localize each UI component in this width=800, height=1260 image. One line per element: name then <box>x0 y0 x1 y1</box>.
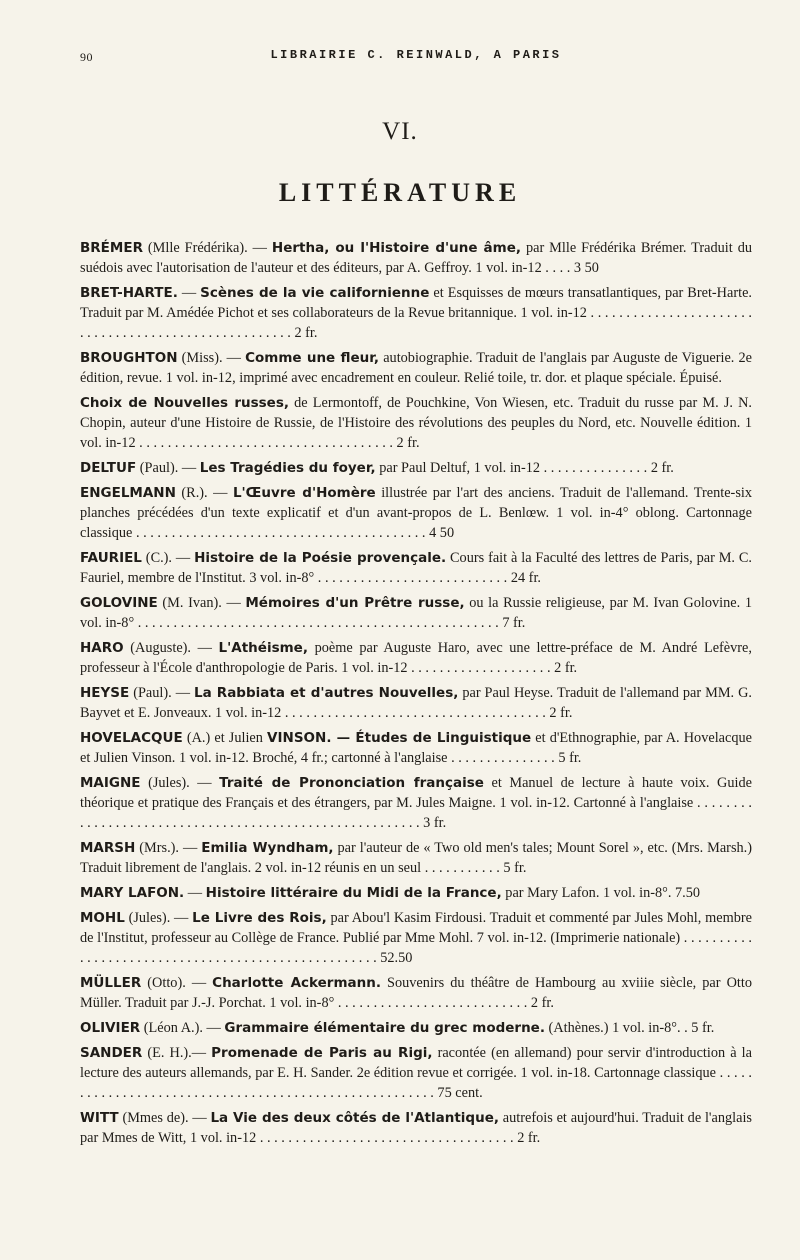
entry-title: Histoire de la Poésie provençale. <box>194 550 447 566</box>
entry-author: MARY LAFON. <box>80 885 185 901</box>
entry-description: poème par Auguste Haro, avec une lettre-préface de M. André Lefèvre, professeur à l'École d'anthropologie de Paris. 1 vol. in-12 . . . . . . . . . . . . . . . . . . . . <box>80 640 752 676</box>
entry-description: et Manuel de lecture à haute voix. Guide théorique et pratique des Français et des étrangers, par M. Jules Maigne. 1 vol. in-12. Cartonné à l'anglaise . . . . . . . . . . . . . . . . . . . . . . . . . . . . . . . . . . . . . . . . . . . . . . . . . . . . . . . . <box>80 775 752 831</box>
entry-qualifier: (Léon A.). — <box>140 1020 225 1036</box>
entry-title: Comme une fleur, <box>245 350 380 366</box>
entry-title: Promenade de Paris au Rigi, <box>211 1045 433 1061</box>
entry-price: 2 fr. <box>530 995 554 1011</box>
entry-title: La Vie des deux côtés de l'Atlantique, <box>210 1110 499 1126</box>
entry-description: racontée (en allemand) pour servir d'introduction à la lecture des auteurs allemands, par E. H. Sander. 2e édition revue et corrigée. 1 vol. in-18. Cartonnage classique . . . . . . . . . . . . . . . . . . . . . . . . . . . . . . . . . . . . . . . . . . . . . . . . . . . . . . . <box>80 1045 752 1101</box>
entry-price: 7.50 <box>675 885 701 901</box>
catalog-entry <box>80 283 752 343</box>
entry-price: 2 fr. <box>554 660 578 676</box>
catalog-entry <box>80 638 752 678</box>
entry-qualifier: (Paul). — <box>136 460 200 476</box>
entry-description: par Mary Lafon. 1 vol. in-8°. <box>501 885 676 901</box>
entry-title: Histoire littéraire du Midi de la France, <box>205 885 502 901</box>
entry-title: La Rabbiata et d'autres Nouvelles, <box>193 685 459 701</box>
catalog-entry <box>80 348 752 388</box>
entry-author: HEYSE <box>80 685 130 701</box>
entry-price: 2 fr. <box>517 1130 541 1146</box>
catalog-entry <box>80 883 752 903</box>
entry-qualifier: (Auguste). — <box>123 640 219 656</box>
entry-description: par Paul Deltuf, 1 vol. in-12 . . . . . . . . . . . . . . . <box>375 460 651 476</box>
entry-title: L'Œuvre d'Homère <box>232 485 376 501</box>
catalog-list <box>80 238 752 1153</box>
entry-qualifier: (Jules). — <box>124 910 193 926</box>
entry-qualifier: — <box>177 285 201 301</box>
entry-author: FAURIEL <box>80 550 142 566</box>
catalog-entry <box>80 683 752 723</box>
entry-title: Hertha, ou l'Histoire d'une âme, <box>271 240 522 256</box>
entry-qualifier: (Mlle Frédérika). — <box>142 240 272 256</box>
page-header <box>80 48 752 72</box>
entry-price: 3 fr. <box>423 815 447 831</box>
entry-title: VINSON. — Études de Linguistique <box>267 730 532 746</box>
entry-author: BRET-HARTE. <box>80 285 178 301</box>
entry-author: MARSH <box>80 840 136 856</box>
catalog-entry <box>80 593 752 633</box>
catalog-entry <box>80 393 752 453</box>
entry-price: 24 fr. <box>510 570 541 586</box>
entry-price: 4 50 <box>429 525 455 541</box>
entry-price: 3 50 <box>573 260 599 276</box>
entry-title: Grammaire élémentaire du grec moderne. <box>224 1020 545 1036</box>
entry-author: BRÉMER <box>80 240 143 256</box>
entry-qualifier: — <box>184 885 206 901</box>
entry-title: Scènes de la vie californienne <box>200 285 430 301</box>
section-number: VI. <box>382 118 418 145</box>
entry-description: par Mlle Frédérika Brémer. Traduit du suédois avec l'autorisation de l'auteur et des éditeurs, par A. Geffroy. 1 vol. in-12 . . . . <box>80 240 752 276</box>
catalog-entry <box>80 908 752 968</box>
catalog-entry <box>80 548 752 588</box>
section-title: LITTÉRATURE <box>278 178 522 207</box>
entry-title: Emilia Wyndham, <box>201 840 334 856</box>
catalog-entry <box>80 483 752 543</box>
entry-description: par Paul Heyse. Traduit de l'allemand par MM. G. Bayvet et E. Jonveaux. 1 vol. in-12 . . . . . . . . . . . . . . . . . . . . . . . . . . . . . . . . . . . . . <box>80 685 752 721</box>
entry-qualifier: (C.). — <box>141 550 195 566</box>
entry-description: Cours fait à la Faculté des lettres de Paris, par M. C. Fauriel, membre de l'Institut. 3 vol. in-8° . . . . . . . . . . . . . . . . . . . . . . . . . . . <box>80 550 752 586</box>
catalog-entry <box>80 728 752 768</box>
entry-qualifier: (Paul). — <box>129 685 194 701</box>
entry-price: 2 fr. <box>294 325 318 341</box>
entry-qualifier: (Otto). — <box>141 975 213 991</box>
running-head: LIBRAIRIE C. REINWALD, A PARIS <box>270 48 562 62</box>
entry-qualifier: (E. H.).— <box>142 1045 212 1061</box>
page-number: 90 <box>80 50 93 64</box>
entry-author: GOLOVINE <box>80 595 158 611</box>
entry-description: illustrée par l'art des anciens. Traduit de l'allemand. Trente-six planches précédées d'un texte explicatif et d'un avant-propos de L. Benlœw. 1 vol. in-4° oblong. Cartonnage classique . . . . . . . . . . . . . . . . . . . . . . . . . . . . . . . . . . . . . . . . . <box>80 485 753 541</box>
catalog-entry <box>80 1018 752 1038</box>
entry-price: 5 fr. <box>691 1020 715 1036</box>
entry-qualifier: (A.) et Julien <box>182 730 268 746</box>
entry-author: SANDER <box>80 1045 143 1061</box>
entry-author: ENGELMANN <box>80 485 176 501</box>
entry-price: 5 fr. <box>503 860 527 876</box>
entry-description: autobiographie. Traduit de l'anglais par Auguste de Viguerie. 2e édition, revue. 1 vol. in-12, imprimé avec encadrement en couleur. Relié toile, tr. dor. et plaque spéciale. Épuisé. <box>80 350 753 386</box>
entry-author: MOHL <box>80 910 125 926</box>
entry-price: 2 fr. <box>396 435 420 451</box>
entry-title: Les Tragédies du foyer, <box>199 460 376 476</box>
entry-price: 2 fr. <box>650 460 674 476</box>
entry-price: 75 cent. <box>437 1085 483 1101</box>
entry-qualifier: (Mrs.). — <box>135 840 202 856</box>
entry-author: MÜLLER <box>80 975 142 991</box>
entry-title: Charlotte Ackermann. <box>212 975 381 991</box>
entry-description: et d'Ethnographie, par A. Hovelacque et Julien Vinson. 1 vol. in-12. Broché, 4 fr.; cartonné à l'anglaise . . . . . . . . . . . . . . . <box>80 730 752 766</box>
entry-title: L'Athéisme, <box>218 640 308 656</box>
entry-qualifier: (Jules). — <box>140 775 220 791</box>
entry-price: 7 fr. <box>502 615 526 631</box>
entry-author: BROUGHTON <box>80 350 178 366</box>
entry-description: par Abou'l Kasim Firdousi. Traduit et commenté par Jules Mohl, membre de l'Institut, professeur au Collège de France. Publié par Mme Mohl. 7 vol. in-12. (Imprimerie nationale) . . . . . . . . . . . . . . . . . . . . . . . . . . . . . . . . . . . . . . . . . . . . . . . . . . . . <box>80 910 752 966</box>
entry-price: 52.50 <box>380 950 413 966</box>
entry-author: DELTUF <box>80 460 137 476</box>
entry-description: (Athènes.) 1 vol. in-8°. . <box>544 1020 692 1036</box>
entry-title: Mémoires d'un Prêtre russe, <box>245 595 465 611</box>
entry-title: Choix de Nouvelles russes, <box>80 395 289 411</box>
entry-price: 5 fr. <box>558 750 582 766</box>
entry-author: OLIVIER <box>80 1020 141 1036</box>
entry-qualifier: (R.). — <box>175 485 233 501</box>
entry-description: ou la Russie religieuse, par M. Ivan Golovine. 1 vol. in-8° . . . . . . . . . . . . . . . . . . . . . . . . . . . . . . . . . . . . . . . . . . . . . . . . . . . <box>80 595 752 631</box>
catalog-entry <box>80 1108 752 1148</box>
entry-title: Le Livre des Rois, <box>192 910 327 926</box>
entry-description: par l'auteur de « Two old men's tales; Mount Sorel », etc. (Mrs. Marsh.) Traduit librement de l'anglais. 2 vol. in-12 réunis en un seul . . . . . . . . . . . <box>80 840 752 876</box>
entry-author: MAIGNE <box>80 775 141 791</box>
entry-author: HARO <box>80 640 124 656</box>
entry-description: autrefois et aujourd'hui. Traduit de l'anglais par Mmes de Witt, 1 vol. in-12 . . . . . . . . . . . . . . . . . . . . . . . . . . . . . . . . . . . . <box>80 1110 752 1146</box>
entry-qualifier: (M. Ivan). — <box>157 595 246 611</box>
entry-qualifier: (Mmes de). — <box>118 1110 211 1126</box>
entry-title: Traité de Prononciation française <box>219 775 484 791</box>
entry-author: WITT <box>80 1110 119 1126</box>
catalog-entry <box>80 1043 752 1103</box>
entry-description: et Esquisses de mœurs transatlantiques, par Bret-Harte. Traduit par M. Amédée Pichot et ses collaborateurs de la Revue britannique. 1 vol. in-12 . . . . . . . . . . . . . . . . . . . . . . . . . . . . . . . . . . . . . . . . . . . . . . . . . . . . . <box>80 285 752 341</box>
catalog-entry <box>80 973 752 1013</box>
entry-price: 2 fr. <box>549 705 573 721</box>
catalog-entry <box>80 238 752 278</box>
entry-qualifier: (Miss). — <box>177 350 246 366</box>
catalog-entry <box>80 838 752 878</box>
entry-description: de Lermontoff, de Pouchkine, Von Wiesen, etc. Traduit du russe par M. J. N. Chopin, auteur d'une Histoire de Russie, de l'Histoire des révolutions des peuples du Nord, etc. Nouvelle édition. 1 vol. in-12 . . . . . . . . . . . . . . . . . . . . . . . . . . . . . . . . . . . . <box>80 395 752 451</box>
entry-author: HOVELACQUE <box>80 730 183 746</box>
catalog-entry <box>80 458 752 478</box>
catalog-entry <box>80 773 752 833</box>
entry-description: Souvenirs du théâtre de Hambourg au xviiie siècle, par Otto Müller. Traduit par J.-J. Porchat. 1 vol. in-8° . . . . . . . . . . . . . . . . . . . . . . . . . . . <box>80 975 752 1011</box>
